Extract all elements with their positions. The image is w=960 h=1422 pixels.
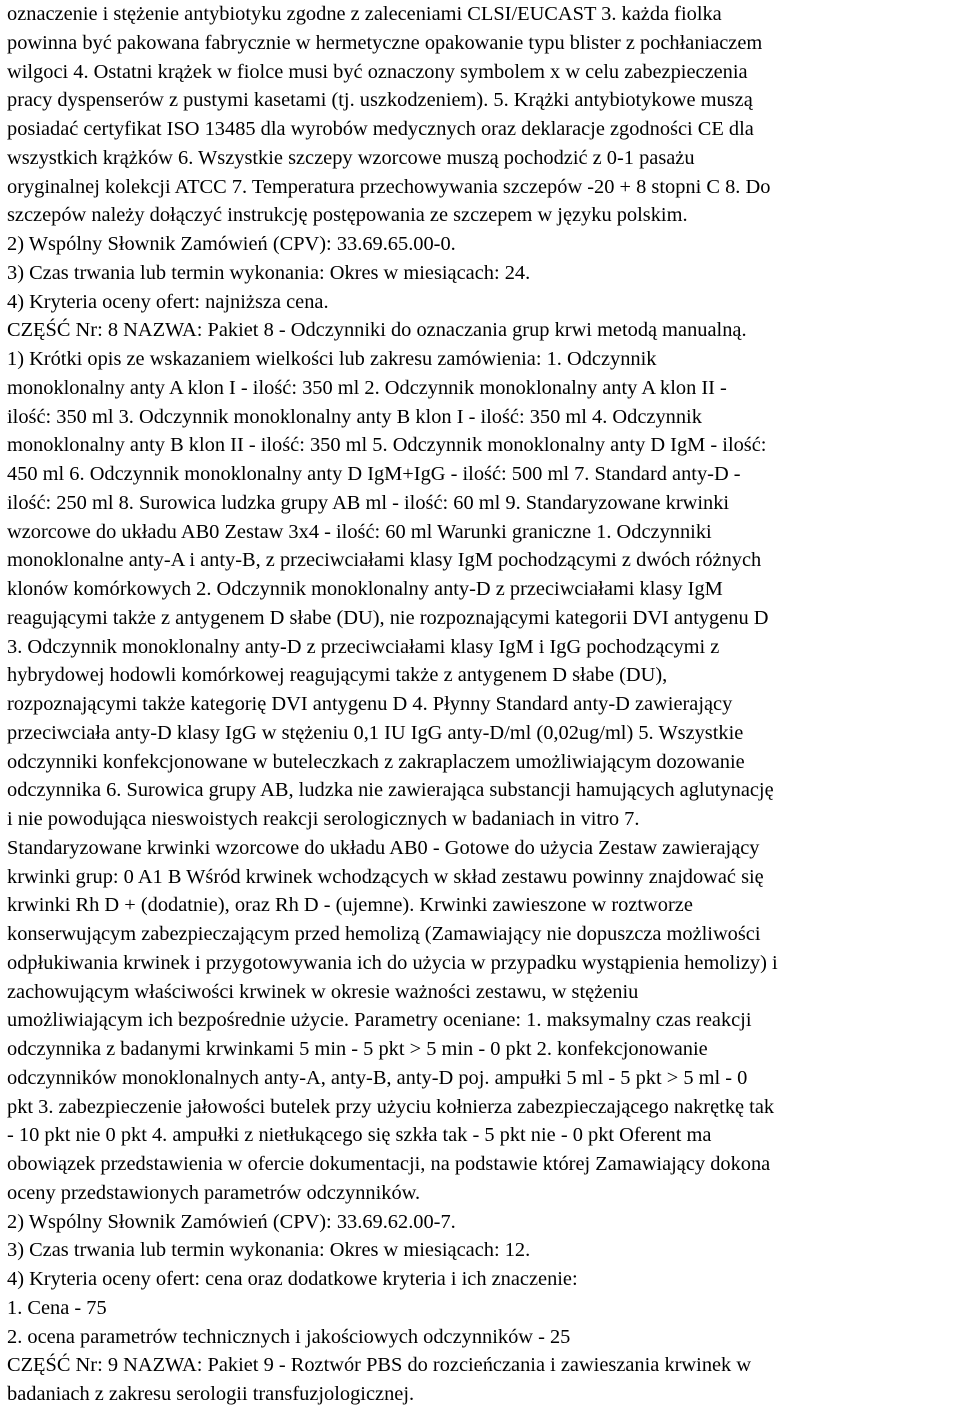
text-line: wilgoci 4. Ostatni krążek w fiolce musi być oznaczony symbolem x w celu zabezpieczenia — [7, 60, 748, 83]
text-line: odczynników monoklonalnych anty-A, anty-B, anty-D poj. ampułki 5 ml - 5 pkt > 5 ml - 0 — [7, 1066, 748, 1089]
text-line: 3) Czas trwania lub termin wykonania: Okres w miesiącach: 12. — [7, 1239, 531, 1262]
text-line: pracy dyspenserów z pustymi kasetami (tj. uszkodzeniem). 5. Krążki antybiotykowe muszą — [7, 89, 753, 112]
text-line: umożliwiającym ich bezpośrednie użycie. Parametry oceniane: 1. maksymalny czas reakcji — [7, 1009, 752, 1032]
text-line: odpłukiwania krwinek i przygotowywania ich do użycia w przypadku wystąpienia hemolizy) i — [7, 951, 778, 974]
text-line: oznaczenie i stężenie antybiotyku zgodne z zaleceniami CLSI/EUCAST 3. każda fiolka — [7, 3, 722, 25]
text-line: powinna być pakowana fabrycznie w hermetyczne opakowanie typu blister z pochłaniaczem — [7, 31, 763, 54]
text-line: zachowującym właściwości krwinek w okresie ważności zestawu, w stężeniu — [7, 980, 639, 1003]
text-line: oceny przedstawionych parametrów odczynników. — [7, 1181, 421, 1204]
text-line: 2) Wspólny Słownik Zamówień (CPV): 33.69.65.00-0. — [7, 233, 456, 255]
text-line: odczynnika z badanymi krwinkami 5 min - 5 pkt > 5 min - 0 pkt 2. konfekcjonowanie — [7, 1038, 708, 1060]
text-line: wzorcowe do układu AB0 Zestaw 3x4 - ilość: 60 ml Warunki graniczne 1. Odczynniki — [7, 520, 712, 543]
text-line: wszystkich krążków 6. Wszystkie szczepy wzorcowe muszą pochodzić z 0-1 pasażu — [7, 146, 695, 169]
text-line: - 10 pkt nie 0 pkt 4. ampułki z nietłukącego się szkła tak - 5 pkt nie - 0 pkt Oferent ma — [7, 1124, 712, 1147]
text-line: 3) Czas trwania lub termin wykonania: Okres w miesiącach: 24. — [7, 261, 531, 284]
text-line: szczepów należy dołączyć instrukcję postępowania ze szczepem w języku polskim. — [7, 204, 688, 227]
text-line: hybrydowej hodowli komórkowej reagującymi także z antygenem D słabe (DU), — [7, 664, 668, 687]
text-line: krwinki Rh D + (dodatnie), oraz Rh D - (ujemne). Krwinki zawieszone w roztworze — [7, 894, 693, 917]
text-line: monoklonalny anty A klon I - ilość: 350 ml 2. Odczynnik monoklonalny anty A klon II - — [7, 376, 727, 399]
text-line: 1. Cena - 75 — [7, 1296, 107, 1319]
text-line: 450 ml 6. Odczynnik monoklonalny anty D IgM+IgG - ilość: 500 ml 7. Standard anty-D - — [7, 463, 741, 485]
text-line: ilość: 250 ml 8. Surowica ludzka grupy AB ml - ilość: 60 ml 9. Standaryzowane krwinki — [7, 491, 730, 514]
text-line: posiadać certyfikat ISO 13485 dla wyrobów medycznych oraz deklaracje zgodności CE dla — [7, 118, 754, 140]
text-line: przeciwciała anty-D klasy IgG w stężeniu 0,1 IU IgG anty-D/ml (0,02ug/ml) 5. Wszystkie — [7, 721, 744, 744]
text-line: i nie powodująca nieswoistych reakcji serologicznych w badaniach in vitro 7. — [7, 808, 640, 830]
document-body — [7, 0, 953, 1409]
text-line: 3. Odczynnik monoklonalny anty-D z przeciwciałami klasy IgM i IgG pochodzącymi z — [7, 635, 720, 658]
text-line: monoklonalny anty B klon II - ilość: 350 ml 5. Odczynnik monoklonalny anty D IgM - ilość: — [7, 434, 767, 457]
text-line: reagującymi także z antygenem D słabe (DU), nie rozpoznającymi kategorii DVI antygenu D — [7, 606, 769, 629]
text-line: obowiązek przedstawienia w ofercie dokumentacji, na podstawie której Zamawiający dokona — [7, 1153, 771, 1175]
text-line: odczynnika 6. Surowica grupy AB, ludzka nie zawierająca substancji hamujących aglutynację — [7, 779, 774, 802]
text-line: 4) Kryteria oceny ofert: najniższa cena. — [7, 290, 329, 313]
text-line: oryginalnej kolekcji ATCC 7. Temperatura przechowywania szczepów -20 + 8 stopni C 8. Do — [7, 175, 771, 198]
text-line: rozpoznającymi także kategorię DVI antygenu D 4. Płynny Standard anty-D zawierający — [7, 693, 733, 715]
text-line: Standaryzowane krwinki wzorcowe do układu AB0 - Gotowe do użycia Zestaw zawierający — [7, 836, 760, 859]
text-line: 2. ocena parametrów technicznych i jakościowych odczynników - 25 — [7, 1325, 571, 1348]
text-line: odczynniki konfekcjonowane w buteleczkach z zakraplaczem umożliwiającym dozowanie — [7, 750, 745, 773]
text-line: konserwującym zabezpieczającym przed hemolizą (Zamawiający nie dopuszcza możliwości — [7, 923, 761, 945]
text-line: CZĘŚĆ Nr: 9 NAZWA: Pakiet 9 - Roztwór PBS do rozcieńczania i zawieszania krwinek w — [7, 1354, 752, 1377]
text-line: monoklonalne anty-A i anty-B, z przeciwciałami klasy IgM pochodzącymi z dwóch różnych — [7, 549, 762, 572]
text-line: krwinki grup: 0 A1 B Wśród krwinek wchodzących w skład zestawu powinny znajdować się — [7, 865, 764, 888]
text-line: pkt 3. zabezpieczenie jałowości butelek przy użyciu kołnierza zabezpieczającego nakrętkę tak — [7, 1095, 775, 1118]
text-line: klonów komórkowych 2. Odczynnik monoklonalny anty-D z przeciwciałami klasy IgM — [7, 578, 723, 600]
text-line: ilość: 350 ml 3. Odczynnik monoklonalny anty B klon I - ilość: 350 ml 4. Odczynnik — [7, 405, 702, 428]
text-line: 4) Kryteria oceny ofert: cena oraz dodatkowe kryteria i ich znaczenie: — [7, 1268, 578, 1290]
text-line: 2) Wspólny Słownik Zamówień (CPV): 33.69.62.00-7. — [7, 1210, 456, 1233]
text-line: CZĘŚĆ Nr: 8 NAZWA: Pakiet 8 - Odczynniki do oznaczania grup krwi metodą manualną. — [7, 319, 747, 342]
text-line: 1) Krótki opis ze wskazaniem wielkości lub zakresu zamówienia: 1. Odczynnik — [7, 348, 657, 370]
text-line: badaniach z zakresu serologii transfuzjologicznej. — [7, 1383, 415, 1405]
